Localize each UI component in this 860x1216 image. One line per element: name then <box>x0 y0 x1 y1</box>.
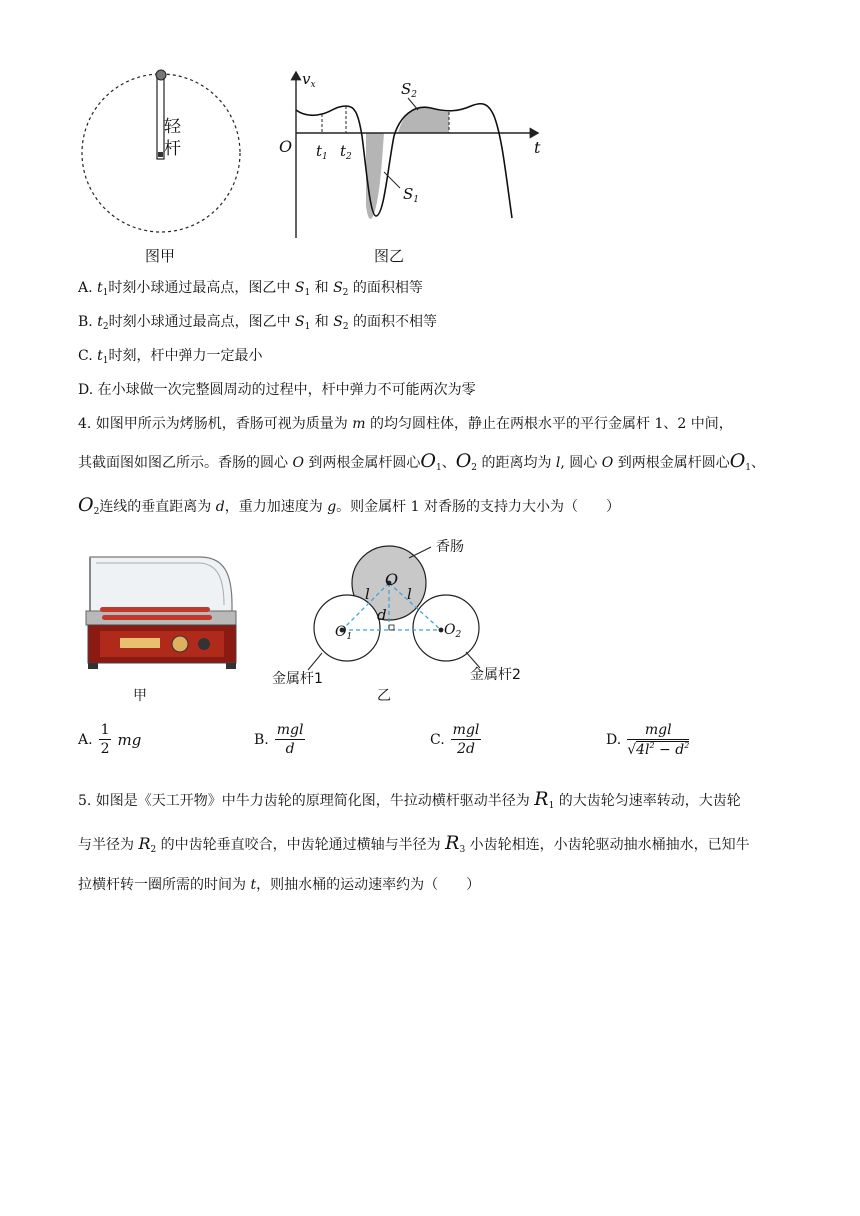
light-rod <box>157 76 164 159</box>
q4-option-b: B. $\frac{\text{mgl}}{d}$ <box>254 722 304 757</box>
label-origin: O <box>279 137 293 156</box>
label-t-axis: t <box>534 138 541 157</box>
q4-option-c: C. $\frac{\text{mgl}}{2d}$ <box>430 722 480 757</box>
q3-option-d: D. 在小球做一次完整圆周动的过程中，杆中弹力不可能两次为零 <box>78 382 476 398</box>
label-l-left: l <box>365 585 370 603</box>
label-rod2: 金属杆2 <box>470 667 521 683</box>
q4-option-d: D. $\frac{\text{mgl}}{√4l^2 - d^2}$ <box>606 722 690 758</box>
label-o2: $O_2$ <box>444 622 462 640</box>
label-d: d <box>377 606 387 624</box>
area-s2 <box>398 107 449 133</box>
label-center-o: O <box>385 570 399 589</box>
q5-line-2: 与半径为 $R_2$ 的中齿轮垂直咬合，中齿轮通过横轴与半径为 $R_3$ 小齿轮相连，小齿轮驱动抽水桶抽水，已知牛 <box>78 832 750 855</box>
caption-tu-jia: 图甲 <box>145 247 176 265</box>
fraction-c: $\frac{\text{mgl}}{2d}$ <box>452 722 480 757</box>
caption-jia: 甲 <box>133 688 147 704</box>
q4-line-1: 4. 如图甲所示为烤肠机，香肠可视为质量为 m 的均匀圆柱体，静止在两根水平的平行金属杆 1、2 中间， <box>78 416 733 432</box>
label-l-right: l <box>407 585 412 603</box>
label-s1: $S_1$ <box>403 185 420 205</box>
q3-option-c: C. $t_1$时刻，杆中弹力一定最小 <box>78 348 263 366</box>
q3-option-b: B. $t_2$时刻小球通过最高点，图乙中 $S_1$ 和 $S_2$ 的面积不相等 <box>78 314 438 332</box>
caption-yi: 乙 <box>377 688 391 704</box>
q4-line-2: 其截面图如图乙所示。香肠的圆心 O 到两根金属杆圆心$O_1$、$O_2$ 的距离均为 l, 圆心 O 到两根金属杆圆心$O_1$、 <box>78 450 766 473</box>
pivot <box>158 152 163 157</box>
figure-jia-circle <box>76 66 246 236</box>
q4-option-a: A. $\frac{1}{2}$ mg <box>78 722 142 757</box>
label-s2: $S_2$ <box>401 80 418 100</box>
sausage-machine-photo <box>80 545 240 670</box>
label-rod1: 金属杆1 <box>272 671 323 687</box>
fraction-b: $\frac{\text{mgl}}{d}$ <box>276 722 304 757</box>
rod-label-1: 轻 <box>164 117 181 137</box>
fraction-a: $\frac{1}{2}$ <box>100 722 110 757</box>
q4-line-3: $O_2$连线的垂直距离为 d，重力加速度为 g。则金属杆 1 对香肠的支持力大小为（ ） <box>78 494 620 517</box>
label-t2: $t_2$ <box>340 142 352 162</box>
fraction-d: $\frac{\text{mgl}}{√4l^2 - d^2}$ <box>627 722 690 758</box>
label-o1: $O_1$ <box>335 624 353 642</box>
label-t1: $t_1$ <box>316 142 328 162</box>
label-sausage: 香肠 <box>436 539 464 555</box>
label-vx: $v_x$ <box>302 70 316 90</box>
caption-tu-yi: 图乙 <box>374 247 405 265</box>
rod-label-2: 杆 <box>164 139 181 159</box>
q3-option-a: A. $t_1$时刻小球通过最高点，图乙中 $S_1$ 和 $S_2$ 的面积相等 <box>78 280 423 298</box>
ball <box>156 70 166 80</box>
q5-line-1: 5. 如图是《天工开物》中牛力齿轮的原理简化图，牛拉动横杆驱动半径为 $R_1$ 的大齿轮匀速率转动，大齿轮 <box>78 788 741 811</box>
q5-line-3: 拉横杆转一圈所需的时间为 t，则抽水桶的运动速率约为（ ） <box>78 877 481 893</box>
